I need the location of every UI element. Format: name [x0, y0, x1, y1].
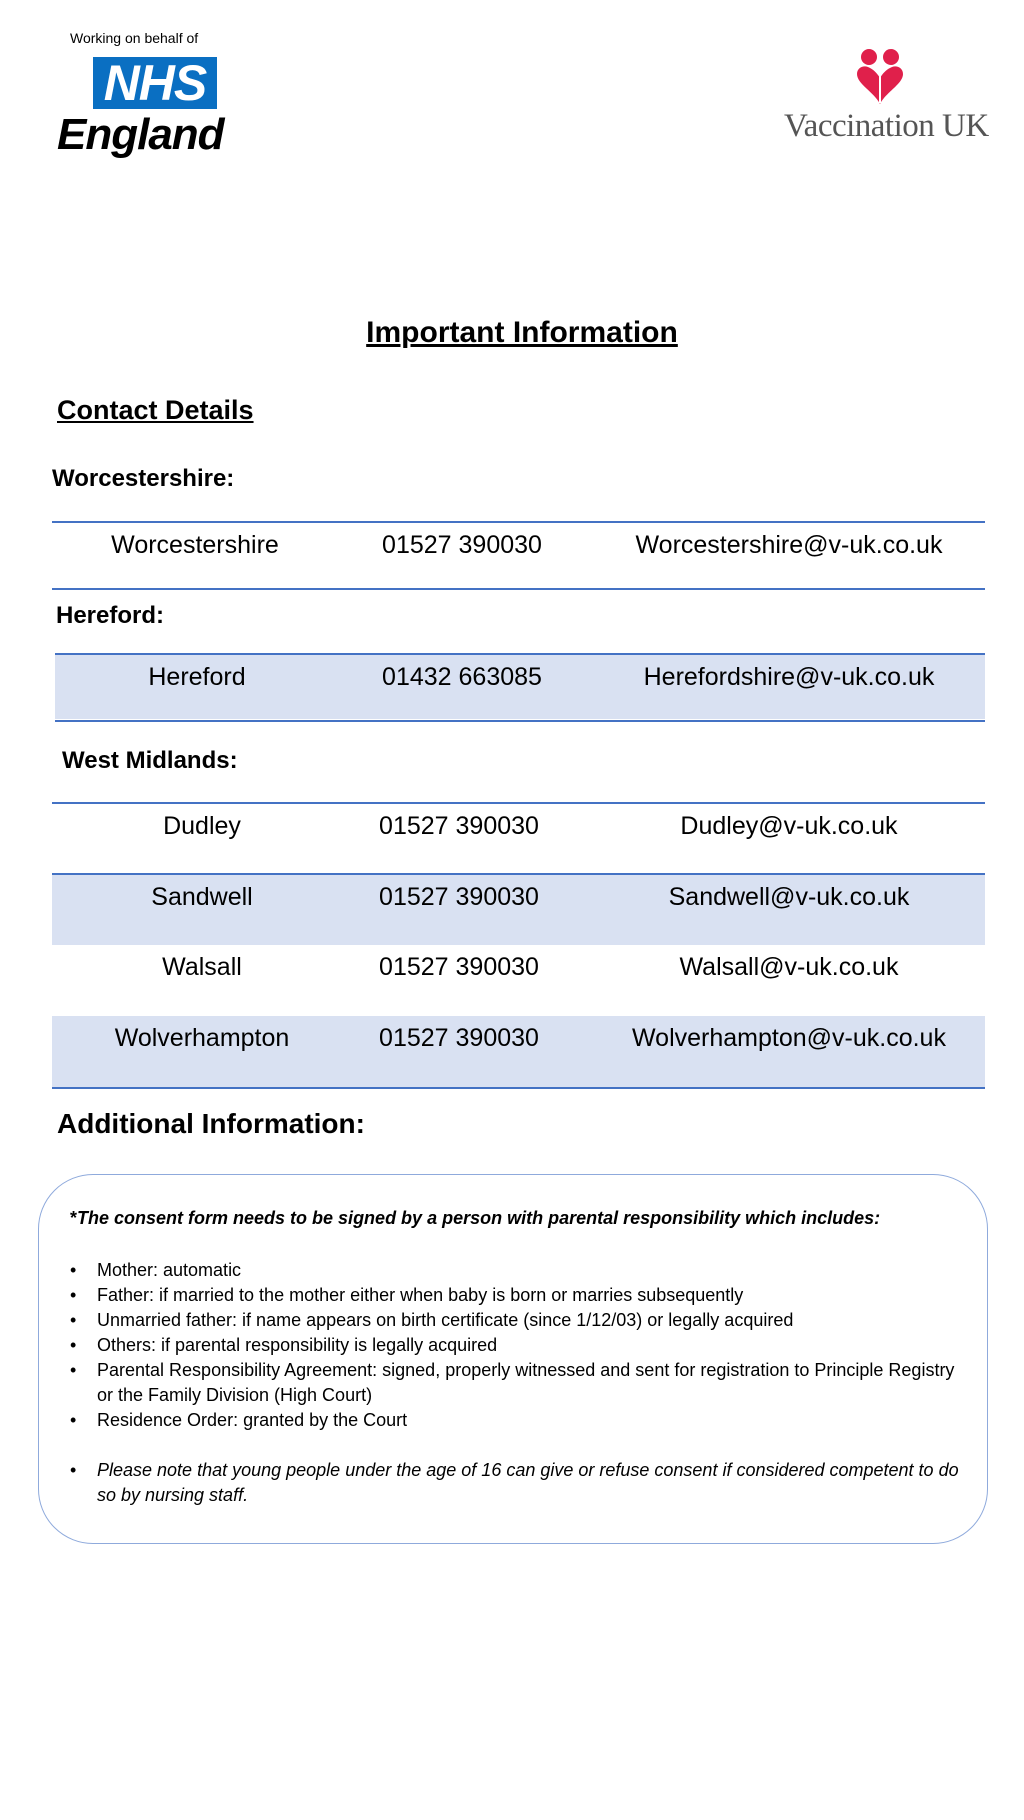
area-name: Walsall: [162, 953, 242, 981]
email-address[interactable]: Wolverhampton@v-uk.co.uk: [632, 1024, 946, 1052]
list-item: • Parental Responsibility Agreement: signed, properly witnessed and sent for registration to Principle Registry or the Family Division (High Court): [70, 1360, 955, 1405]
phone-number: 01527 390030: [379, 953, 539, 981]
page-title: Important Information: [366, 316, 678, 349]
nhs-region-text: England: [57, 110, 224, 159]
phone-number: 01432 663085: [382, 663, 542, 691]
additional-info-heading: Additional Information:: [57, 1108, 365, 1139]
list-item: • Mother: automatic: [70, 1258, 970, 1283]
working-on-behalf-text: Working on behalf of: [70, 30, 199, 46]
bullet-icon: •: [70, 1285, 77, 1305]
parental-responsibility-list: [70, 1258, 970, 1508]
bullet-icon: •: [70, 1260, 77, 1280]
email-address[interactable]: Dudley@v-uk.co.uk: [680, 812, 898, 840]
phone-number: 01527 390030: [379, 812, 539, 840]
nhs-logo: NHS: [93, 57, 217, 109]
vaccination-uk-wordmark: Vaccination UK: [784, 108, 989, 144]
area-name: Worcestershire: [111, 531, 279, 559]
area-name: Hereford: [148, 663, 246, 691]
vaccination-uk-heart-icon: [854, 48, 906, 108]
contact-details-heading: Contact Details: [57, 395, 254, 425]
table-divider: [55, 720, 985, 722]
bullet-icon: •: [70, 1410, 77, 1430]
consent-intro: *The consent form needs to be signed by a person with parental responsibility which includes:: [70, 1208, 881, 1228]
email-address[interactable]: Sandwell@v-uk.co.uk: [668, 883, 910, 911]
email-address[interactable]: Worcestershire@v-uk.co.uk: [635, 531, 943, 559]
contact-row: [55, 655, 985, 719]
email-address[interactable]: Herefordshire@v-uk.co.uk: [643, 663, 935, 691]
list-item: • Unmarried father: if name appears on birth certificate (since 1/12/03) or legally acquired: [70, 1308, 970, 1333]
bullet-icon: •: [70, 1360, 77, 1380]
contact-row: [52, 945, 985, 1016]
bullet-icon: •: [70, 1335, 77, 1355]
region-heading-worcestershire: Worcestershire:: [52, 465, 235, 492]
contact-row: [52, 1016, 985, 1087]
area-name: Wolverhampton: [114, 1024, 290, 1052]
bullet-icon: •: [70, 1310, 77, 1330]
contact-row: [52, 875, 985, 945]
phone-number: 01527 390030: [382, 531, 542, 559]
email-address[interactable]: Walsall@v-uk.co.uk: [679, 953, 899, 981]
contact-row: [52, 804, 985, 873]
area-name: Sandwell: [151, 883, 253, 911]
table-divider: [52, 588, 985, 590]
bullet-icon: •: [70, 1460, 77, 1480]
region-heading-hereford: Hereford:: [56, 602, 165, 629]
consent-note: • Please note that young people under the age of 16 can give or refuse consent if considered competent to do so by nursing staff.: [70, 1460, 959, 1505]
region-heading-west-midlands: West Midlands:: [62, 747, 238, 774]
list-item: • Father: if married to the mother either when baby is born or marries subsequently: [70, 1283, 970, 1308]
phone-number: 01527 390030: [379, 883, 539, 911]
list-item: • Residence Order: granted by the Court: [70, 1408, 970, 1433]
area-name: Dudley: [163, 812, 241, 840]
contact-row: [52, 523, 985, 587]
phone-number: 01527 390030: [379, 1024, 539, 1052]
table-divider: [52, 1087, 985, 1089]
list-item: • Others: if parental responsibility is legally acquired: [70, 1333, 970, 1358]
